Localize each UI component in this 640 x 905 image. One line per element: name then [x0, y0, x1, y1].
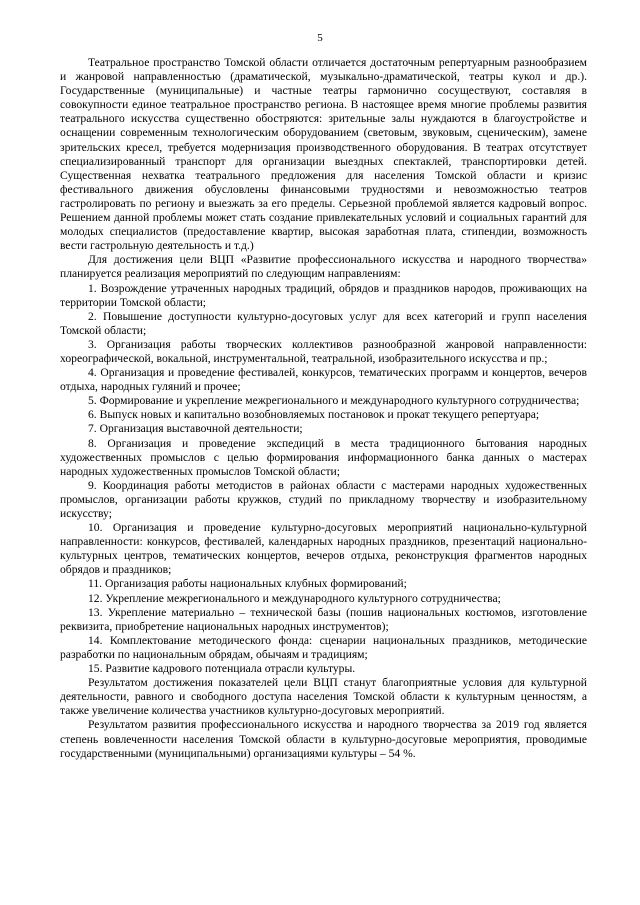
- list-item-6: 6. Выпуск новых и капитально возобновляемых постановок и прокат текущего репертуара;: [88, 408, 540, 422]
- list-item-14: 14. Комплектование методического фонда: сценарии национальных праздников, методические разработки по национальным обрядам, обычаям и традициям;: [60, 633, 587, 661]
- paragraph-result-2019: Результатом развития профессионального искусства и народного творчества за 2019 год является степень вовлеченности населения Томской области в культурно-досуговые мероприятия, проводимые государственными (муниципальными) организациями культуры – 54 %.: [60, 718, 587, 760]
- list-item-15: 15. Развитие кадрового потенциала отрасли культуры.: [88, 662, 356, 676]
- list-item-9: 9. Координация работы методистов в районах области с мастерами народных художественных промыслов, организации работы кружков, студий по прикладному творчеству и изобразительному искусству;: [60, 478, 587, 520]
- list-item-4: 4. Организация и проведение фестивалей, конкурсов, тематических программ и концертов, вечеров отдыха, народных гуляний и прочее;: [60, 366, 587, 394]
- list-item-3: 3. Организация работы творческих коллективов разнообразной жанровой направленности: хореографической, вокальной, инструментальной, театральной, изобразительного искусства и пр.;: [60, 337, 587, 365]
- paragraph-theatre-space: Театральное пространство Томской области отличается достаточным репертуарным разнообразием и жанровой направленностью (драматической, музыкально-драматической, театры кукол и др.). Государственные (муниципальные) и частные театры гармонично сосуществуют, составляя в совокупности единое театральное пространство региона. В настоящее время многие проблемы развития театрального искусства существенно обостряются: зрительные залы нуждаются в благоустройстве и оснащении современным технологическим оборудованием (световым, звуковым, сценическим), замене зрительских кресел, требуется модернизация производственного оборудования. В театрах отсутствует специализированный транспорт для организации выездных спектаклей, транспортировки детей. Существенная нехватка театрального предложения для населения Томской области и кризис фестивального движения обусловлены финансовыми трудностями и невозможностью театров гастролировать по региону и выезжать за его пределы. Серьезной проблемой является кадровый вопрос. Решением данной проблемы может стать создание привлекательных условий и социальных гарантий для молодых специалистов (предоставление квартир, высокая заработная плата, стипендии, возможность вести гастрольную деятельность и т.д.): [60, 56, 587, 253]
- list-item-7: 7. Организация выставочной деятельности;: [88, 422, 303, 436]
- list-item-5: 5. Формирование и укрепление межрегионального и международного культурного сотрудничества;: [88, 394, 580, 408]
- list-item-13: 13. Укрепление материально – технической базы (пошив национальных костюмов, изготовление реквизита, приобретение национальных народных инструментов);: [60, 605, 587, 633]
- list-item-10: 10. Организация и проведение культурно-досуговых мероприятий национально-культурной направленности: конкурсов, фестивалей, календарных народных праздников, презентаций национально-культурных центров, тематических концертов, вечеров отдыха, реконструкция фрагментов народных обрядов и праздников;: [60, 521, 587, 577]
- list-item-1: 1. Возрождение утраченных народных традиций, обрядов и праздников народов, проживающих на территории Томской области;: [60, 281, 587, 309]
- paragraph-goal-intro: Для достижения цели ВЦП «Развитие профессионального искусства и народного творчества» планируется реализация мероприятий по следующим направлениям:: [60, 253, 587, 281]
- document-body: [60, 56, 587, 761]
- paragraph-result-conditions: Результатом достижения показателей цели ВЦП станут благоприятные условия для культурной деятельности, равного и свободного доступа населения Томской области к культурным ценностям, а также увеличение количества участников культурно-досуговых мероприятий.: [60, 676, 587, 718]
- list-item-12: 12. Укрепление межрегионального и международного культурного сотрудничества;: [88, 591, 501, 605]
- page-number: 5: [317, 32, 323, 44]
- list-item-8: 8. Организация и проведение экспедиций в места традиционного бытования народных художественных промыслов с целью формирования информационного банка данных о мастерах народных художественных промыслов Томской области;: [60, 436, 587, 478]
- list-item-11: 11. Организация работы национальных клубных формирований;: [88, 577, 407, 591]
- list-item-2: 2. Повышение доступности культурно-досуговых услуг для всех категорий и групп населения Томской области;: [60, 309, 587, 337]
